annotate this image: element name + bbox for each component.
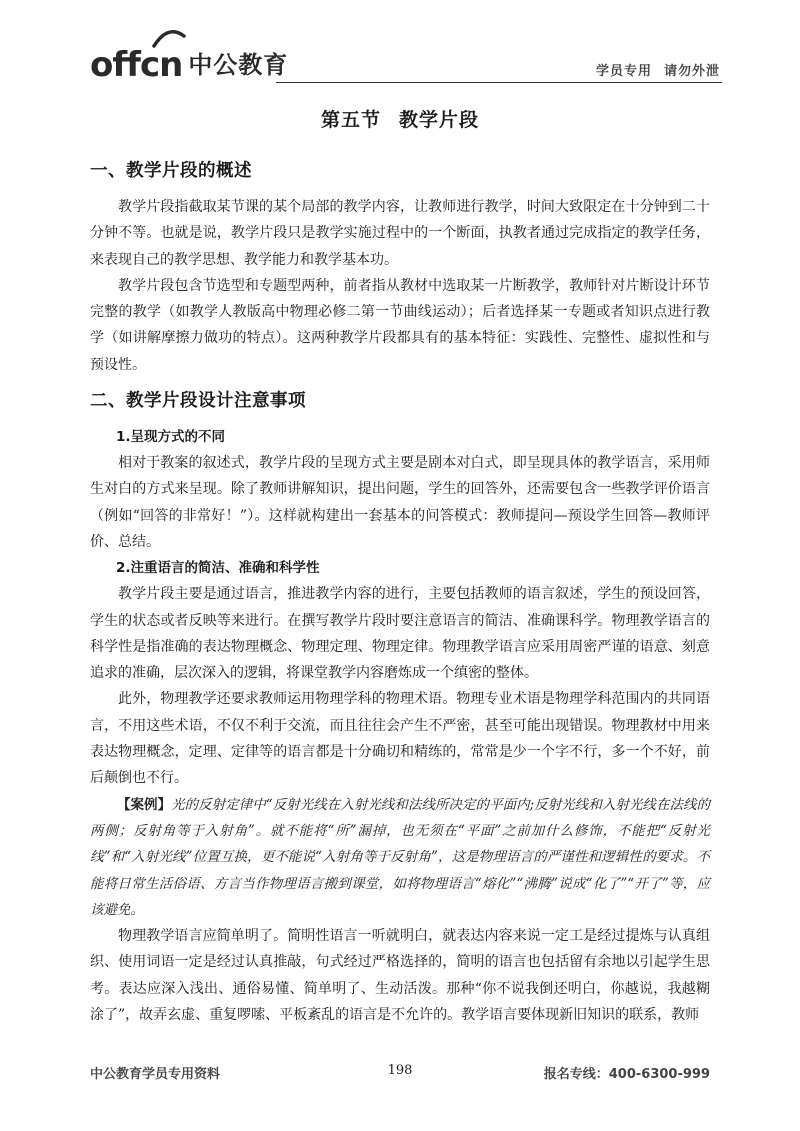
logo-chinese-name: 中公教育 xyxy=(188,51,289,79)
case-example xyxy=(90,792,710,923)
header-notice xyxy=(596,60,720,79)
page-content xyxy=(90,100,710,1028)
footer-hotline: 报名专线：400-6300-999 xyxy=(543,1067,710,1082)
case-tag: 【案例】 xyxy=(117,796,172,813)
offcn-logo xyxy=(90,38,289,85)
heading-design-notes: 二、教学片段设计注意事项 xyxy=(90,391,306,412)
page-header xyxy=(90,38,722,84)
header-rule xyxy=(276,82,722,83)
paragraph-presentation: 相对于教案的叙述式，教学片段的呈现方式主要是剧本对白式，即呈现具体的教学语言，采用师生对白的方式来呈现。除了教师讲解知识，提出问题，学生的回答外，还需要包含一些教学评价语言（例如“回答的非常好！”）。这样就构建出一套基本的问答模式：教师提问—预设学生回答—教师评价、总结。 xyxy=(90,455,710,550)
section-number: 第五节 xyxy=(320,109,381,131)
heading-overview: 一、教学片段的概述 xyxy=(90,161,252,181)
subheading-language: 2.注重语言的简洁、准确和科学性 xyxy=(116,560,320,577)
page-number: 198 xyxy=(387,1063,413,1078)
header-tag-no-leak: 请勿外泄 xyxy=(663,64,720,79)
case-text: 光的反射定律中“反射光线在入射光线和法线所决定的平面内;反射光线和入射光线在法线的两侧；反射角等于入射角”。就不能将“所”漏掉，也无须在“平面”之前加什么修饰，不能把“反射光线”和“入射光线”位置互换，更不能说“入射角等于反射角”，这是物理语言的严谨性和逻辑性的要求。不能将日常生活俗语、方言当作物理语言搬到课堂，如将物理语言“熔化”“沸腾”说成“化了”“开了”等，应该避免。 xyxy=(90,796,711,918)
section-name: 教学片段 xyxy=(399,109,480,131)
paragraph-language-1: 教学片段主要是通过语言，推进教学内容的进行，主要包括教师的语言叙述，学生的预设回答，学生的状态或者反映等来进行。在撰写教学片段时要注意语言的简洁、准确课科学。物理教学语言的科学性是指准确的表达物理概念、物理定理、物理定律。物理教学语言应采用周密严谨的语意、刻意追求的准确，层次深入的逻辑，将课堂教学内容磨炼成一个缜密的整体。 xyxy=(90,586,710,682)
paragraph-language-2: 此外，物理教学还要求教师运用物理学科的物理术语。物理专业术语是物理学科范围内的共同语言，不用这些术语，不仅不利于交流，而且往往会产生不严密，甚至可能出现错误。物理教材中用来表达物理概念，定理、定律等的语言都是十分确切和精练的，常常是少一个字不行，多一个不好，前后颠倒也不行。 xyxy=(90,691,710,787)
page-footer xyxy=(90,1063,710,1087)
logo-arc-icon xyxy=(152,28,186,48)
footer-material-label: 中公教育学员专用资料 xyxy=(90,1067,221,1082)
paragraph-overview-2: 教学片段包含节选型和专题型两种，前者指从教材中选取某一片断教学，教师针对片断设计环节完整的教学（如教学人教版高中物理必修二第一节曲线运动）；后者选择某一专题或者知识点进行教学（如讲解摩擦力做功的特点）。这两种教学片段都具有的基本特征：实践性、完整性、虚拟性和与预设性。 xyxy=(90,277,710,373)
paragraph-overview-1: 教学片段指截取某节课的某个局部的教学内容，让教师进行教学，时间大致限定在十分钟到二十分钟不等。也就是说，教学片段只是教学实施过程中的一个断面，执教者通过完成指定的教学任务，来表现自己的教学思想、教学能力和教学基本功。 xyxy=(90,199,710,268)
section-title xyxy=(90,105,710,132)
header-tag-student-only: 学员专用 xyxy=(595,64,652,79)
logo-wordmark: offcn xyxy=(90,45,183,85)
paragraph-language-3: 物理教学语言应简单明了。简明性语言一听就明白，就表达内容来说一定工是经过提炼与认真组织、使用词语一定是经过认真推敲，句式经过严格选择的，简明的语言也包括留有余地以引起学生思考。表达应深入浅出、通俗易懂、简单明了、生动活泼。那种“你不说我倒还明白，你越说，我越糊涂了”，故弄玄虚、重复啰嗦、平板紊乱的语言是不允许的。教学语言要体现新旧知识的联系，教师 xyxy=(90,928,710,1024)
subheading-presentation: 1.呈现方式的不同 xyxy=(116,429,226,446)
